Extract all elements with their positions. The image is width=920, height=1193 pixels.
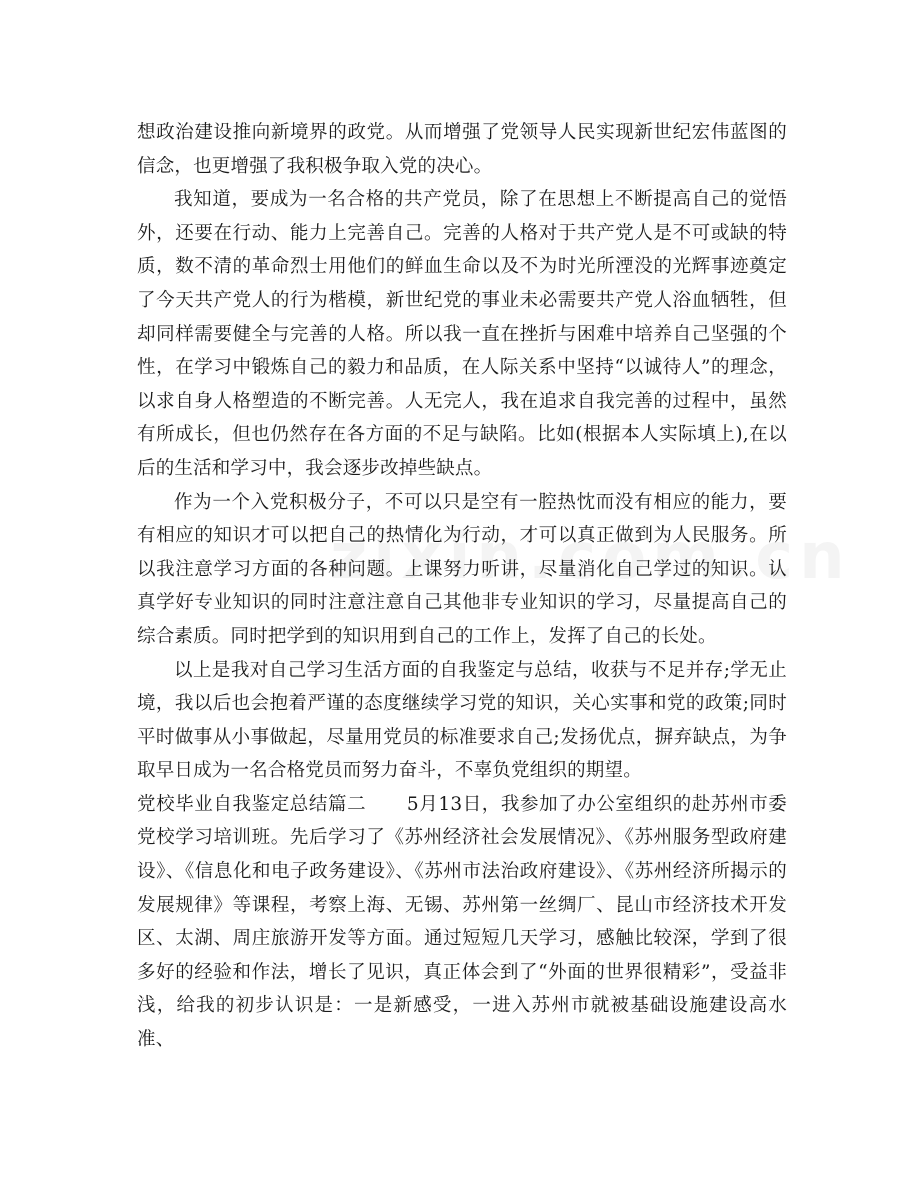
section-text: 5月13日，我参加了办公室组织的赴苏州市委党校学习培训班。先后学习了《苏州经济社会发展情况》、《苏州服务型政府建设》、《信息化和电子政务建设》、《苏州市法治政府建设》、《苏州经济所揭示的发展规律》等课程，考察上海、无锡、苏州第一丝绸厂、昆山市经济技术开发区、太湖、周庄旅游开发等方面。通过短短几天学习，感触比较深，学到了很多好的经验和作法，增长了见识，真正体会到了“外面的世界很精彩”，受益非浅，给我的初步认识是：一是新感受，一进入苏州市就被基础设施建设高水准、 — [137, 793, 787, 1051]
section-title: 党校毕业自我鉴定总结篇二 — [137, 793, 367, 815]
paragraph-4: 以上是我对自己学习生活方面的自我鉴定与总结，收获与不足并存;学无止境，我以后也会抱着严谨的态度继续学习党的知识，关心实事和党的政策;同时平时做事从小事做起，尽量用党员的标准要求自己;发扬优点，摒弃缺点，为争取早日成为一名合格党员而努力奋斗，不辜负党组织的期望。 — [137, 659, 787, 782]
paragraph-1: 想政治建设推向新境界的政党。从而增强了党领导人民实现新世纪宏伟蓝图的信念，也更增强了我积极争取入党的决心。 — [137, 122, 787, 177]
paragraph-2: 我知道，要成为一名合格的共产党员，除了在思想上不断提高自己的觉悟外，还要在行动、能力上完善自己。完善的人格对于共产党人是不可或缺的特质，数不清的革命烈士用他们的鲜血生命以及不为时光所湮没的光辉事迹奠定了今天共产党人的行为楷模，新世纪党的事业未必需要共产党人浴血牺牲，但却同样需要健全与完善的人格。所以我一直在挫折与困难中培养自己坚强的个性，在学习中锻炼自己的毅力和品质，在人际关系中坚持“以诚待人”的理念，以求自身人格塑造的不断完善。人无完人，我在追求自我完善的过程中，虽然有所成长，但也仍然存在各方面的不足与缺陷。比如(根据本人实际填上),在以后的生活和学习中，我会逐步改掉些缺点。 — [137, 189, 787, 479]
paragraph-3: 作为一个入党积极分子，不可以只是空有一腔热忱而没有相应的能力，要有相应的知识才可以把自己的热情化为行动，才可以真正做到为人民服务。所以我注意学习方面的各种问题。上课努力听讲，尽量消化自己学过的知识。认真学好专业知识的同时注意注意自己其他非专业知识的学习，尽量提高自己的综合素质。同时把学到的知识用到自己的工作上，发挥了自己的长处。 — [137, 491, 787, 647]
document-body — [137, 116, 787, 1057]
section-paragraph — [137, 788, 787, 1057]
